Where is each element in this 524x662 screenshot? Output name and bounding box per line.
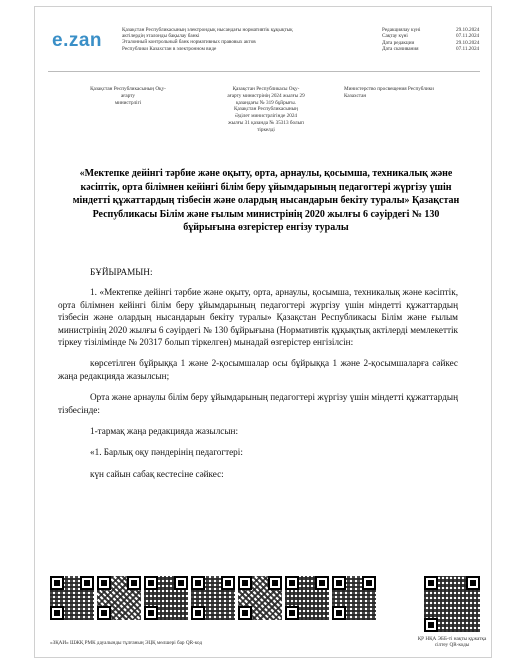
meta-value: 07.11.2024 [456, 33, 480, 40]
ezan-logo: e.zan [52, 30, 103, 51]
issuer-ru [344, 86, 454, 100]
meta-label: Сақтау күні [382, 33, 408, 40]
meta-row [382, 46, 479, 52]
paragraph: күн сайын сабақ кестесіне сәйкес: [90, 468, 224, 479]
source-line: Эталонный контрольный банк нормативных правовых актов [122, 39, 256, 46]
meta-label: Дата редакции [382, 39, 415, 46]
paragraph: 1-тармақ жаңа редакцияда жазылсын: [90, 426, 239, 437]
header-meta [382, 27, 479, 53]
footer-left-caption: «ЗҚАИ» ШЖҚ РМК дауалынды тұлғаның ЭЦҚ мөлшері бар QR-код [50, 640, 203, 646]
qr-code [50, 576, 94, 620]
qr-code [332, 576, 376, 620]
source-line: актілердің эталонды бақылау банкі [122, 33, 200, 40]
qr-code [285, 576, 329, 620]
source-line: Республики Казахстан в электронном виде [122, 45, 217, 52]
source-description [122, 27, 342, 52]
issuer-line: Министерство просвещения Республики Казахстан [344, 86, 434, 99]
registration-line: Қазақстан Республикасының [234, 106, 298, 113]
source-line: Қазақстан Республикасының электрондық нысандағы нормативтік құқықтық [122, 27, 293, 33]
paragraph: «1. Барлық оқу пәндерінің педагогтері: [90, 447, 243, 458]
qr-code [144, 576, 188, 620]
registration-line: тіркелді [257, 126, 275, 133]
qr-code [191, 576, 235, 620]
paragraph: Орта және арнаулы білім беру ұйымдарының педагогтері жүргізу үшін міндетті құжаттардың тізбесінде: [58, 392, 458, 415]
registration-line: жылғы 31 қазанда № 35313 болып [228, 119, 304, 126]
meta-value: 29.10.2024 [456, 27, 480, 33]
registration-line: Қазақстан Республикасы Оқу- [232, 86, 300, 92]
paragraph: 1. «Мектепке дейінгі тәрбие және оқыту, орта, арнаулы, қосымша, техникалық және кәсіптік, орта білімнен кейінгі білім беру ұйымдарының педагогтері жүргізу үшін міндетті құжаттардың тізбесін және олардың нысандарын бекіту туралы» Қазақстан Республикасы Білім және ғылым министрінің 2020 жылғы 6 сәуірдегі № 130 бұйрығына (Нормативтік құқықтық актілерді мемлекеттік тіркеу тізілімінде № 20317 болып тіркелген) мынадай өзгерістер енгізілсін: [58, 287, 458, 348]
document-body [58, 266, 458, 489]
meta-label: Редакциялау күні [382, 27, 421, 33]
signature-qr-codes [50, 576, 376, 620]
decree-heading: БҰЙЫРАМЫН: [90, 267, 153, 277]
registration-line: Әділет министрлігінде 2024 [234, 113, 298, 120]
registration-line: қазандағы № 319 бұйрығы. [235, 99, 297, 106]
registration-line: ағарту министрінің 2024 жылғы 29 [227, 92, 305, 99]
issuer-kz [88, 86, 168, 106]
meta-value: 07.11.2024 [456, 46, 480, 53]
qr-code[interactable] [424, 576, 480, 632]
footer-right-caption: ҚР НҚА ЭББ-ті нақты құжатқа сілтеу QR-коды [417, 636, 487, 649]
qr-code [97, 576, 141, 620]
issuer-line: министрлігі [114, 99, 142, 106]
reference-qr[interactable] [424, 576, 480, 632]
document-title: «Мектепке дейінгі тәрбие және оқыту, орта, арнаулы, қосымша, техникалық және кәсіптік, орта білімнен кейінгі білім беру ұйымдарының педагогтері жүргізу үшін міндетті құжаттардың тізбесін және олардың нысандарын бекіту туралы» Қазақстан Республикасы Білім және ғылым министрінің 2020 жылғы 6 сәуірдегі № 130 бұйрығына өзгерістер енгізу туралы [72, 168, 460, 233]
issuer-line: Қазақстан Республикасының Оқу-ағарту [90, 86, 166, 99]
meta-label: Дата скачивания [382, 46, 419, 53]
paragraph: көрсетілген бұйрыққа 1 және 2-қосымшалар осы бұйрыққа 1 және 2-қосымшаларға сәйкес жаңа редакцияда жазылсын; [58, 358, 458, 381]
meta-value: 29.10.2024 [456, 39, 480, 46]
header-divider [48, 71, 480, 72]
registration-info [216, 86, 316, 134]
qr-code [238, 576, 282, 620]
